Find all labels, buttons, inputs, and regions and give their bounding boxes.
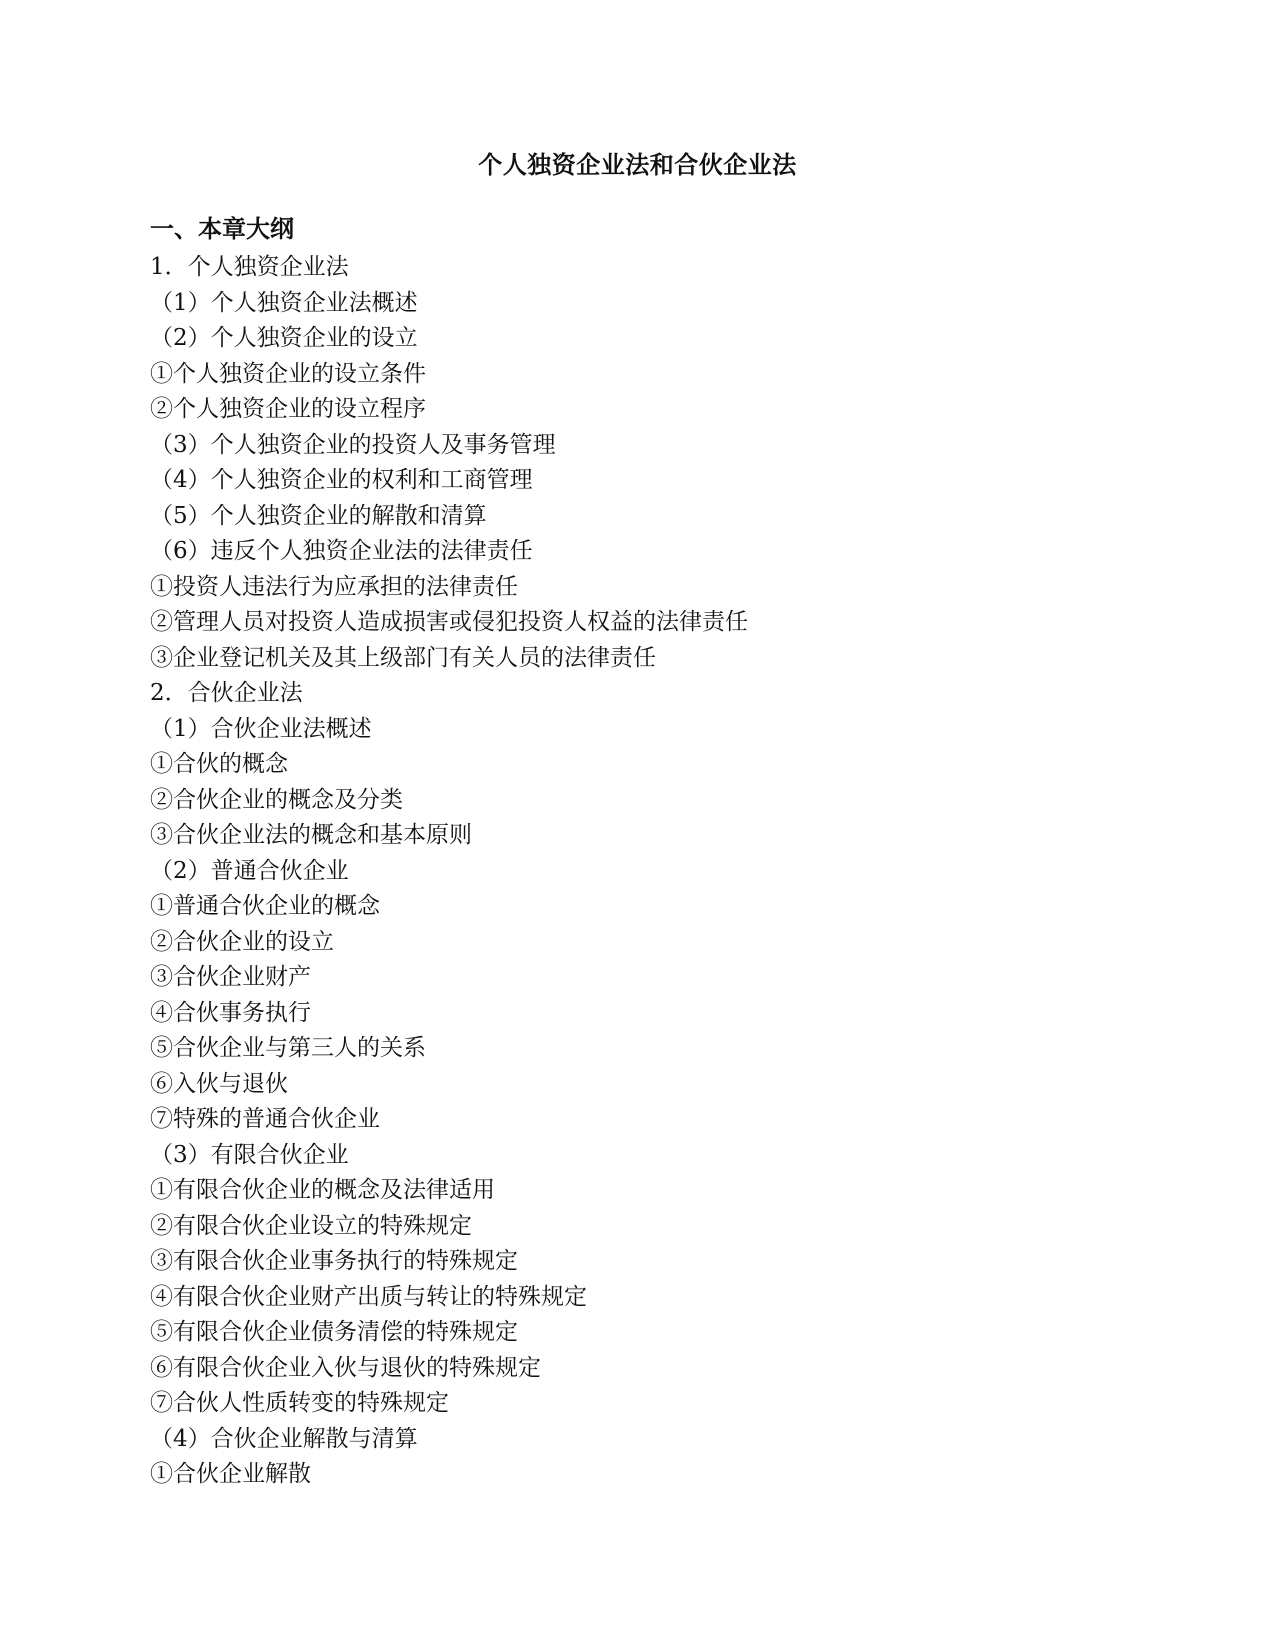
outline-item: ⑦合伙人性质转变的特殊规定	[150, 1390, 449, 1416]
outline-item: ①有限合伙企业的概念及法律适用	[150, 1177, 495, 1203]
outline-item: ②合伙企业的设立	[150, 928, 334, 955]
outline-item: 1．个人独资企业法	[150, 254, 349, 280]
outline-item: ③有限合伙企业事务执行的特殊规定	[150, 1248, 518, 1274]
outline-item: ①投资人违法行为应承担的法律责任	[150, 573, 518, 600]
outline-item: ①普通合伙企业的概念	[150, 893, 380, 919]
outline-item: （5）个人独资企业的解散和清算	[150, 502, 487, 529]
outline-item: ①合伙企业解散	[150, 1461, 311, 1487]
outline-item: ④合伙事务执行	[150, 999, 311, 1026]
outline-item: ①个人独资企业的设立条件	[150, 360, 426, 387]
outline-item: （2）普通合伙企业	[150, 857, 349, 884]
outline-item: （3）有限合伙企业	[150, 1141, 349, 1168]
outline-item: （1）个人独资企业法概述	[150, 289, 418, 316]
outline-item: ③合伙企业法的概念和基本原则	[150, 822, 472, 848]
outline-item: ⑦特殊的普通合伙企业	[150, 1106, 380, 1132]
outline-item: （6）违反个人独资企业法的法律责任	[150, 538, 533, 564]
outline-item: ④有限合伙企业财产出质与转让的特殊规定	[150, 1283, 587, 1310]
outline-item: 2．合伙企业法	[150, 680, 303, 706]
outline-item: （4）个人独资企业的权利和工商管理	[150, 467, 533, 493]
document-title: 个人独资企业法和合伙企业法	[478, 150, 797, 179]
outline-item: （4）合伙企业解散与清算	[150, 1425, 418, 1452]
outline-item: ⑤合伙企业与第三人的关系	[150, 1035, 426, 1061]
outline-list	[150, 250, 748, 1493]
section-heading: 一、本章大纲	[150, 214, 294, 243]
outline-item: ②管理人员对投资人造成损害或侵犯投资人权益的法律责任	[150, 609, 748, 635]
outline-item: （1）合伙企业法概述	[150, 715, 372, 742]
outline-item: ②合伙企业的概念及分类	[150, 786, 403, 813]
outline-item: ①合伙的概念	[150, 751, 288, 777]
outline-item: ⑤有限合伙企业债务清偿的特殊规定	[150, 1319, 518, 1345]
outline-item: ③合伙企业财产	[150, 964, 311, 990]
outline-item: ⑥有限合伙企业入伙与退伙的特殊规定	[150, 1354, 541, 1381]
outline-item: （2）个人独资企业的设立	[150, 325, 418, 351]
outline-item: ②个人独资企业的设立程序	[150, 396, 426, 422]
outline-item: （3）个人独资企业的投资人及事务管理	[150, 431, 556, 458]
outline-item: ⑥入伙与退伙	[150, 1070, 288, 1097]
outline-item: ②有限合伙企业设立的特殊规定	[150, 1212, 472, 1239]
outline-item: ③企业登记机关及其上级部门有关人员的法律责任	[150, 644, 656, 671]
